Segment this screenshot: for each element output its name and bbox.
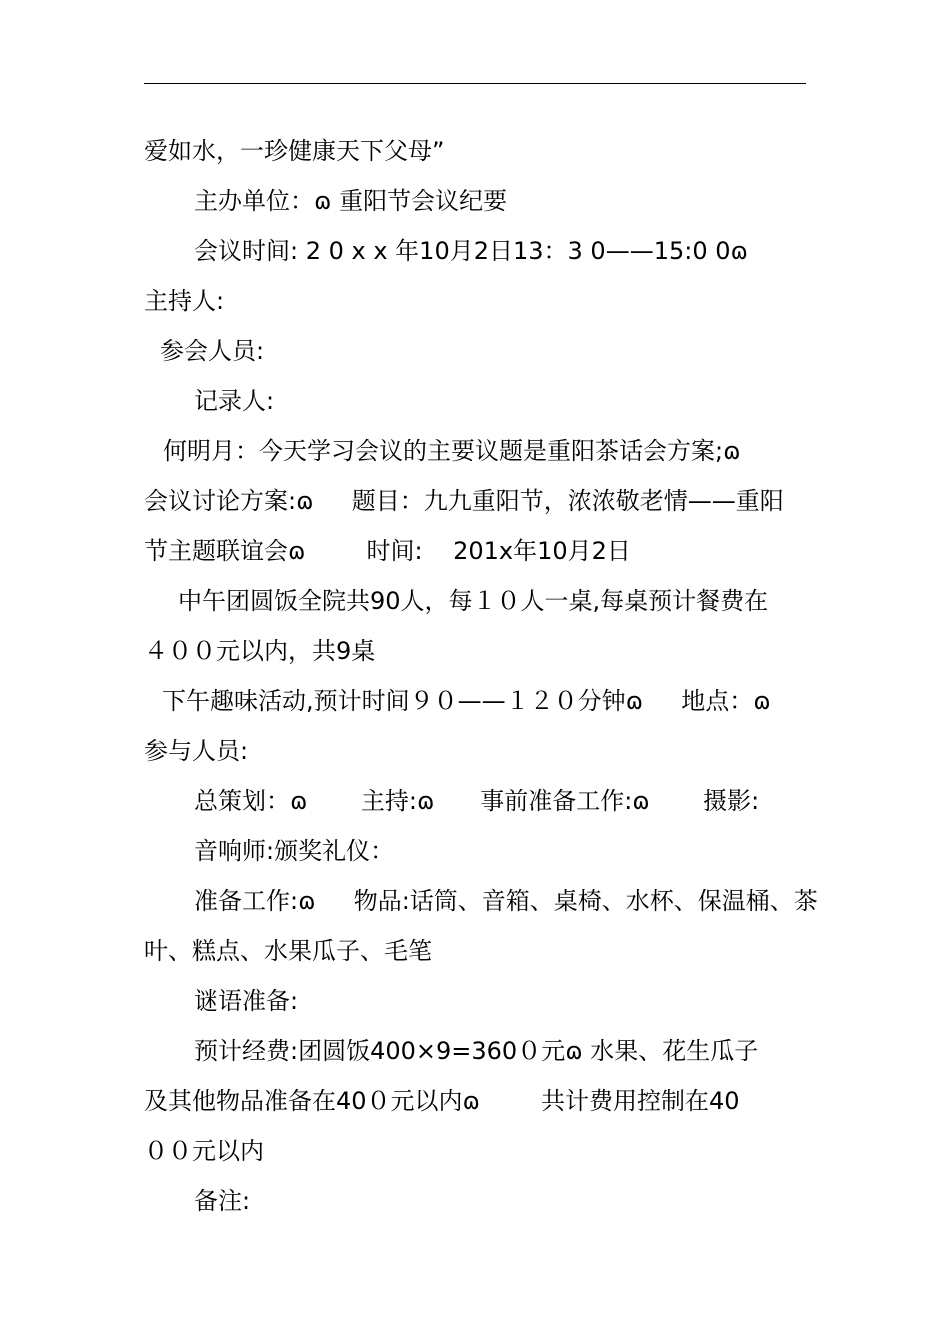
discussion-line: 会议讨论方案:ɷ 题目：九九重阳节，浓浓敬老情——重阳 [144,487,784,515]
notes-line: 备注: [194,1187,251,1215]
text-line-1: 爱如水，一珍健康天下父母” [144,137,445,165]
host-line: 主持人: [144,287,225,315]
organizer-line: 主办单位：ɷ 重阳节会议纪要 [194,187,508,215]
budget-line: 预计经费:团圆饭400×9=360０元ɷ 水果、花生瓜子 [194,1037,759,1065]
agenda-line: 何明月：今天学习会议的主要议题是重阳茶话会方案;ɷ [163,437,741,465]
lunch-line: 中午团圆饭全院共90人，每１０人一桌,每桌预计餐费在 [178,587,769,615]
participants-line: 参与人员: [144,737,249,765]
lunch-budget-line: ４００元以内，共9桌 [144,637,376,665]
budget-continued-line: 及其他物品准备在40０元以内ɷ 共计费用控制在40 [144,1087,740,1115]
sound-award-line: 音响师:颁奖礼仪： [194,837,395,865]
activity-line: 下午趣味活动,预计时间９０——１２０分钟ɷ 地点：ɷ [162,687,771,715]
recorder-line: 记录人: [194,387,275,415]
meeting-time-line: 会议时间: 2 0 x x 年10月2日13：3 0——15:0 0ɷ [194,237,748,265]
attendees-line: 参会人员: [160,337,265,365]
items-continued-line: 叶、糕点、水果瓜子、毛笔 [144,937,432,965]
roles-line: 总策划：ɷ 主持:ɷ 事前准备工作:ɷ 摄影: [194,787,760,815]
riddle-line: 谜语准备: [194,987,299,1015]
theme-time-line: 节主题联谊会ɷ 时间: 201x年10月2日 [144,537,631,565]
budget-total-line: ００元以内 [144,1137,264,1165]
preparation-line: 准备工作:ɷ 物品:话筒、音箱、桌椅、水杯、保温桶、茶 [194,887,818,915]
